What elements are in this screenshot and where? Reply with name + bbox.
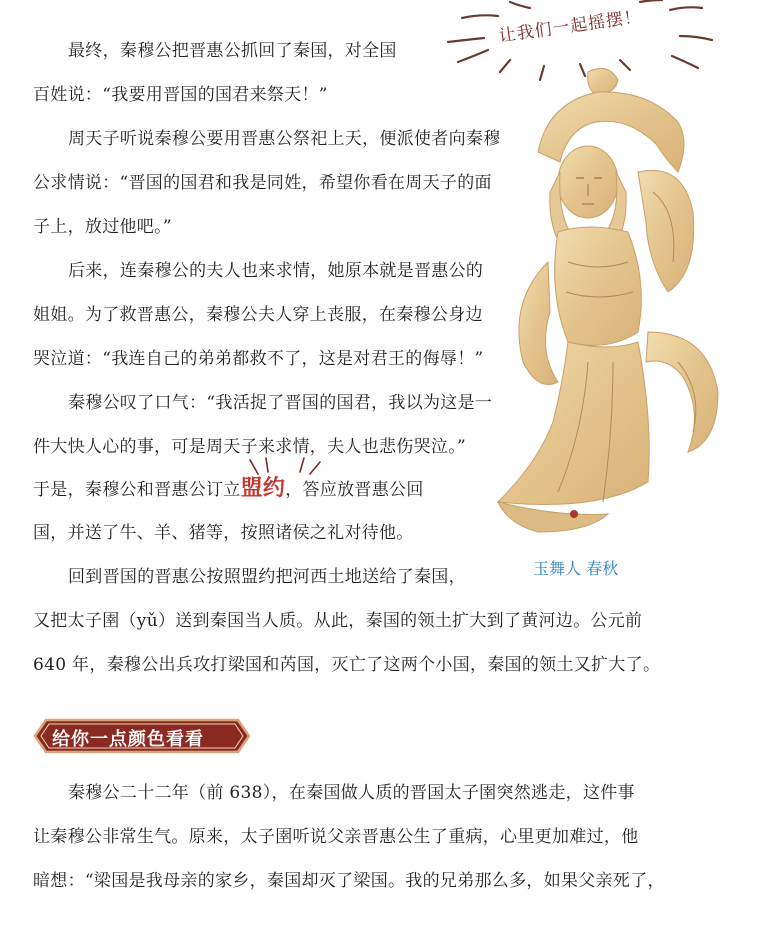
jade-dancer-figure-icon bbox=[478, 62, 738, 542]
paragraph-line: 后来，连秦穆公的夫人也来求情，她原本就是晋惠公的 bbox=[68, 261, 484, 281]
paragraph-line: 回到晋国的晋惠公按照盟约把河西土地送给了秦国， bbox=[68, 567, 466, 587]
paragraph-line: 让秦穆公非常生气。原来，太子圉听说父亲晋惠公生了重病，心里更加难过，他 bbox=[33, 827, 639, 847]
paragraph-line: 哭泣道：“我连自己的弟弟都救不了，这是对君王的侮辱！” bbox=[33, 349, 484, 369]
highlighted-term: 盟约 bbox=[240, 476, 286, 501]
paragraph-line: 百姓说：“我要用晋国的国君来祭天！” bbox=[33, 85, 328, 105]
paragraph-line: 国，并送了牛、羊、猪等，按照诸侯之礼对待他。 bbox=[33, 523, 414, 543]
paragraph-line: 周天子听说秦穆公要用晋惠公祭祀上天，便派使者向秦穆 bbox=[68, 129, 501, 149]
paragraph-line: 最终，秦穆公把晋惠公抓回了秦国，对全国 bbox=[68, 41, 397, 61]
figure-caption: 玉舞人 春秋 bbox=[533, 559, 619, 578]
paragraph-line: 秦穆公叹了口气：“我活捉了晋国的国君，我以为这是一 bbox=[68, 393, 493, 413]
term-suffix: ，答应放晋惠公回 bbox=[285, 480, 424, 500]
paragraph-line: 640 年，秦穆公出兵攻打梁国和芮国，灭亡了这两个小国，秦国的领土又扩大了。 bbox=[33, 655, 661, 675]
slogan-text: 让我们一起摇摆！ bbox=[497, 6, 644, 47]
paragraph-line: 秦穆公二十二年（前 638），在秦国做人质的晋国太子圉突然逃走，这件事 bbox=[68, 783, 635, 803]
section-title: 给你一点颜色看看 bbox=[52, 729, 204, 750]
paragraph-line-with-term bbox=[33, 478, 424, 501]
paragraph-line: 件大快人心的事，可是周天子来求情，夫人也悲伤哭泣。” bbox=[33, 437, 466, 457]
paragraph-line: 子上，放过他吧。” bbox=[33, 217, 172, 237]
paragraph-line: 暗想：“梁国是我母亲的家乡，秦国却灭了梁国。我的兄弟那么多，如果父亲死了， bbox=[33, 871, 665, 891]
paragraph-line: 又把太子圉（yǔ）送到秦国当人质。从此，秦国的领土扩大到了黄河边。公元前 bbox=[33, 611, 643, 631]
paragraph-line: 姐姐。为了救晋惠公，秦穆公夫人穿上丧服，在秦穆公身边 bbox=[33, 305, 483, 325]
term-prefix: 于是，秦穆公和晋惠公订立 bbox=[33, 480, 241, 500]
paragraph-line: 公求情说：“晋国的国君和我是同姓，希望你看在周天子的面 bbox=[33, 173, 492, 193]
